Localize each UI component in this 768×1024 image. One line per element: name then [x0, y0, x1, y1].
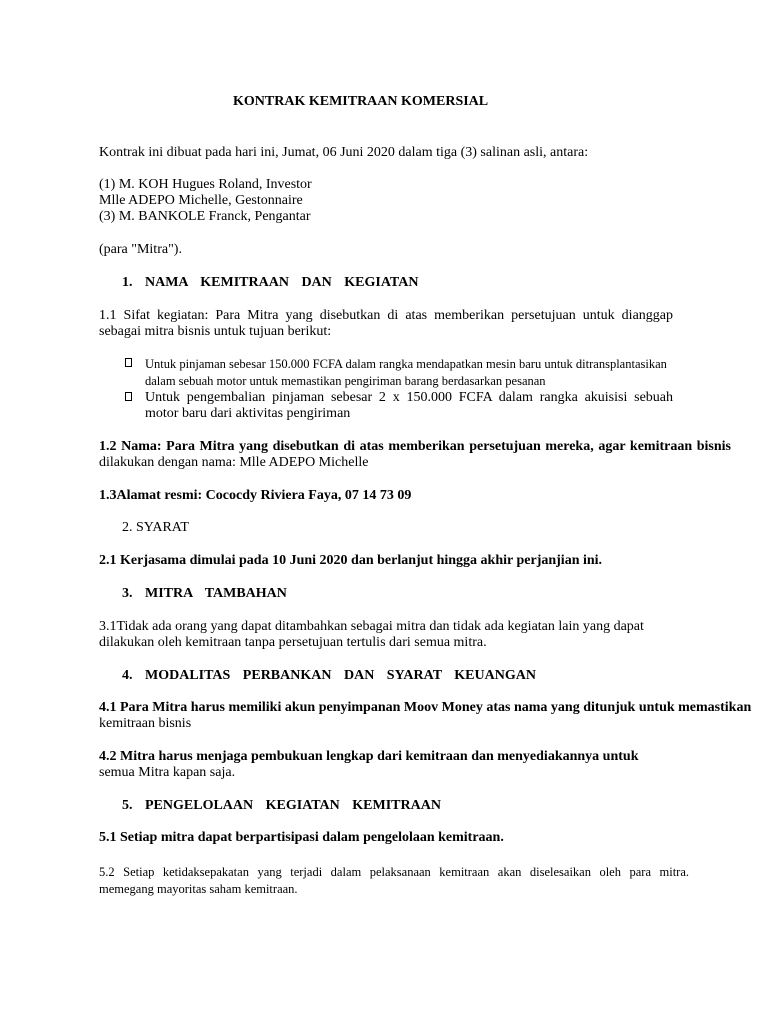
bullet-2-line1: Untuk pengembalian pinjaman sebesar 2 x 150.000 FCFA dalam rangka akuisisi sebuah	[145, 390, 673, 405]
bullet-icon	[125, 358, 132, 367]
section-2-1: 2.1 Kerjasama dimulai pada 10 Juni 2020 dan berlanjut hingga akhir perjanjian ini.	[99, 553, 603, 568]
section-4-2-line1: 4.2 Mitra harus menjaga pembukuan lengkap dari kemitraan dan menyediakannya untuk	[99, 749, 639, 764]
party-2: Mlle ADEPO Michelle, Gestonnaire	[99, 193, 303, 208]
bullet-icon	[125, 392, 132, 401]
section-1-3: 1.3Alamat resmi: Cococdy Riviera Faya, 07 14 73 09	[99, 488, 412, 503]
section-2-heading: 2. SYARAT	[122, 520, 189, 535]
section-1-2-line1: 1.2 Nama: Para Mitra yang disebutkan di atas memberikan persetujuan mereka, agar kemitraan bisnis	[99, 439, 731, 454]
party-1: (1) M. KOH Hugues Roland, Investor	[99, 177, 312, 192]
document-title: KONTRAK KEMITRAAN KOMERSIAL	[233, 94, 489, 109]
bullet-2-line2: motor baru dari aktivitas pengiriman	[145, 406, 351, 421]
section-1-2-line2: dilakukan dengan nama: Mlle ADEPO Michelle	[99, 455, 369, 470]
bullet-1-line1: Untuk pinjaman sebesar 150.000 FCFA dalam rangka mendapatkan mesin baru untuk ditransplantasikan	[145, 357, 667, 371]
section-4-heading: 4. MODALITAS PERBANKAN DAN SYARAT KEUANGAN	[122, 668, 536, 683]
intro-text: Kontrak ini dibuat pada hari ini, Jumat, 06 Juni 2020 dalam tiga (3) salinan asli, antara:	[99, 145, 589, 160]
bullet-1-line2: dalam sebuah motor untuk memastikan pengiriman barang berdasarkan pesanan	[145, 374, 546, 388]
section-3-heading: 3. MITRA TAMBAHAN	[122, 586, 287, 601]
section-5-2-line2: memegang mayoritas saham kemitraan.	[99, 882, 298, 896]
section-1-heading: 1. NAMA KEMITRAAN DAN KEGIATAN	[122, 275, 419, 290]
section-3-1-line2: dilakukan oleh kemitraan tanpa persetujuan tertulis dari semua mitra.	[99, 635, 487, 650]
para-mitra-text: (para "Mitra").	[99, 242, 182, 257]
section-5-1: 5.1 Setiap mitra dapat berpartisipasi dalam pengelolaan kemitraan.	[99, 830, 504, 845]
section-4-1-line1: 4.1 Para Mitra harus memiliki akun penyimpanan Moov Money atas nama yang ditunjuk untuk memastikan	[99, 700, 752, 715]
section-3-1-line1: 3.1Tidak ada orang yang dapat ditambahkan sebagai mitra dan tidak ada kegiatan lain yang dapat	[99, 619, 644, 634]
section-4-2-line2: semua Mitra kapan saja.	[99, 765, 236, 780]
section-1-1-line2: sebagai mitra bisnis untuk tujuan berikut:	[99, 324, 332, 339]
section-5-2-line1: 5.2 Setiap ketidaksepakatan yang terjadi dalam pelaksanaan kemitraan akan diselesaikan oleh para mitra.	[99, 865, 689, 879]
party-3: (3) M. BANKOLE Franck, Pengantar	[99, 209, 311, 224]
section-5-heading: 5. PENGELOLAAN KEGIATAN KEMITRAAN	[122, 798, 441, 813]
section-1-1-line1: 1.1 Sifat kegiatan: Para Mitra yang disebutkan di atas memberikan persetujuan untuk dianggap	[99, 308, 673, 323]
section-4-1-line2: kemitraan bisnis	[99, 716, 192, 731]
